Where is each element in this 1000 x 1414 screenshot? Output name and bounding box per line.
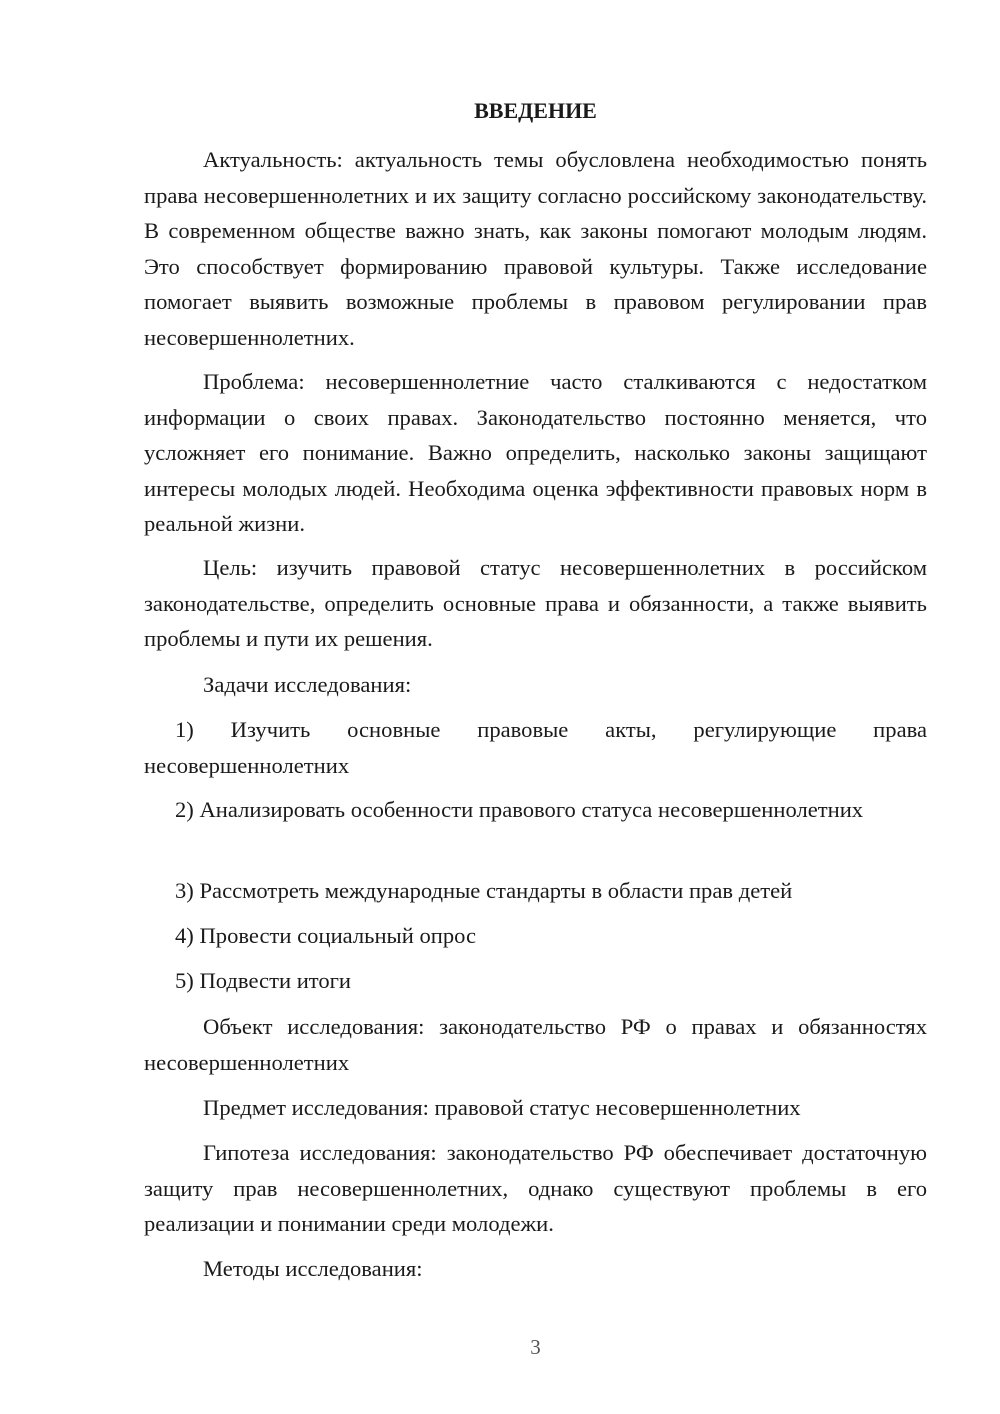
paragraph-problem: Проблема: несовершеннолетние часто сталкиваются с недостатком информации о своих правах. Законодательство постоянно меняется, что усложняет его понимание. Важно определить, насколько законы защищают интересы молодых людей. Необходима оценка эффективности правовых норм в реальной жизни.	[144, 369, 927, 536]
paragraph-hypothesis: Гипотеза исследования: законодательство РФ обеспечивает достаточную защиту прав несовершеннолетних, однако существуют проблемы в его реализации и понимании среди молодежи.	[144, 1140, 927, 1236]
paragraph-relevance: Актуальность: актуальность темы обусловлена необходимостью понять права несовершеннолетних и их защиту согласно российскому законодательству. В современном обществе важно знать, как законы помогают молодым людям. Это способствует формированию правовой культуры. Также исследование помогает выявить возможные проблемы в правовом регулировании прав несовершеннолетних.	[144, 147, 927, 350]
section-heading: ВВЕДЕНИЕ	[474, 98, 597, 123]
task-item-1: 1) Изучить основные правовые акты, регулирующие права несовершеннолетних	[144, 717, 927, 778]
page-number: 3	[530, 1335, 541, 1359]
paragraph-methods: Методы исследования:	[203, 1256, 423, 1281]
task-item-3: 3) Рассмотреть международные стандарты в области прав детей	[175, 878, 793, 903]
paragraph-subject: Предмет исследования: правовой статус несовершеннолетних	[203, 1095, 801, 1120]
paragraph-object: Объект исследования: законодательство РФ о правах и обязанностях несовершеннолетних	[144, 1014, 927, 1075]
task-item-2: 2) Анализировать особенности правового статуса несовершеннолетних	[175, 797, 864, 822]
task-item-4: 4) Провести социальный опрос	[175, 923, 477, 948]
paragraph-goal: Цель: изучить правовой статус несовершеннолетних в российском законодательстве, определить основные права и обязанности, а также выявить проблемы и пути их решения.	[144, 555, 927, 651]
task-item-5: 5) Подвести итоги	[175, 968, 352, 993]
paragraph-tasks-intro: Задачи исследования:	[203, 672, 412, 697]
